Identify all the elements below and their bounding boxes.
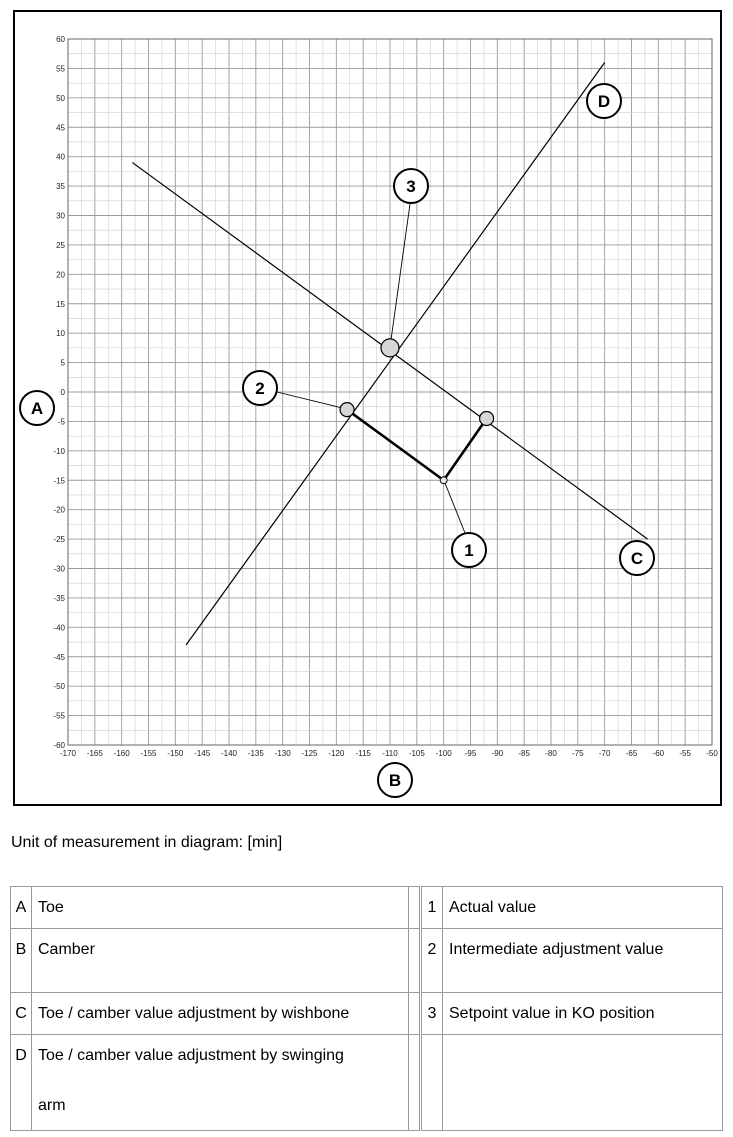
x-tick-label: -75 [572, 749, 584, 758]
adjustment-point-marker [480, 411, 494, 425]
x-tick-label: -170 [59, 749, 77, 758]
x-tick-label: -95 [464, 749, 477, 758]
y-tick-label: -20 [53, 505, 65, 515]
legend-description: Setpoint value in KO position [443, 993, 723, 1035]
camber-axis-callout-label: B [388, 771, 402, 790]
x-tick-label: -125 [301, 749, 318, 758]
y-tick-label: 60 [56, 35, 65, 44]
legend-key: B [11, 929, 32, 993]
unit-note: Unit of measurement in diagram: [min] [11, 834, 283, 851]
x-tick-label: -65 [625, 749, 638, 758]
legend-spacer [409, 929, 421, 993]
legend-key: C [11, 993, 32, 1035]
legend-row [11, 1035, 723, 1131]
y-tick-label: -30 [53, 564, 65, 574]
legend-key: 2 [421, 929, 443, 993]
callout-leader-line [391, 204, 410, 340]
x-tick-label: -135 [247, 749, 264, 758]
x-tick-label: -155 [140, 749, 157, 758]
legend-row [11, 993, 723, 1035]
x-tick-label: -140 [220, 749, 238, 758]
y-tick-label: -10 [53, 446, 65, 456]
x-tick-label: -165 [86, 749, 103, 758]
legend-description: Camber [32, 929, 409, 993]
setpoint-value-callout-label: 3 [406, 177, 416, 196]
y-tick-label: -35 [53, 593, 65, 603]
adjustment-path-line [444, 418, 487, 480]
legend-description: Toe [32, 887, 409, 929]
legend-key: A [11, 887, 32, 929]
legend-key: D [11, 1035, 32, 1131]
y-tick-label: 50 [56, 93, 65, 103]
y-tick-label: 30 [56, 211, 65, 221]
x-tick-label: -110 [382, 749, 398, 758]
y-tick-label: 40 [56, 152, 65, 162]
y-tick-label: -45 [53, 652, 65, 662]
y-tick-label: 55 [56, 64, 65, 74]
legend-description: Toe / camber value adjustment by wishbone [32, 993, 409, 1035]
legend-description: Intermediate adjustment value [443, 929, 723, 993]
y-tick-label: -15 [53, 476, 65, 486]
swinging-arm-line-callout-label: D [597, 92, 611, 111]
x-tick-label: -85 [518, 749, 530, 758]
x-tick-label: -90 [491, 749, 504, 758]
x-tick-label: -150 [167, 749, 184, 758]
y-tick-label: -40 [53, 623, 65, 633]
setpoint-value-marker [381, 339, 399, 357]
toe-camber-diagram [15, 12, 720, 804]
x-tick-label: -55 [679, 749, 691, 758]
x-tick-label: -115 [355, 749, 371, 758]
legend-table [10, 886, 723, 1131]
x-tick-label: -70 [598, 749, 611, 758]
x-tick-label: -160 [113, 749, 130, 758]
callout-leader-line [445, 482, 465, 533]
intermediate-value-callout-label: 2 [255, 379, 265, 398]
x-tick-label: -145 [194, 749, 211, 758]
callout-leader-line [277, 392, 341, 408]
x-tick-label: -130 [274, 749, 291, 758]
legend-key: 1 [421, 887, 443, 929]
actual-value-callout-label: 1 [464, 541, 474, 560]
y-tick-label: -60 [53, 741, 65, 750]
legend-description-line: arm [38, 1097, 66, 1114]
wishbone-line-callout-label: C [630, 549, 644, 568]
legend-row [11, 887, 723, 929]
y-tick-label: 35 [56, 182, 65, 192]
y-tick-label: -55 [53, 711, 65, 721]
legend-description-line: Toe / camber value adjustment by swinging [38, 1047, 344, 1064]
intermediate-value-marker [340, 403, 354, 417]
actual-value-marker [440, 477, 447, 484]
toe-axis-callout-label: A [30, 399, 44, 418]
legend-spacer [409, 1035, 421, 1131]
legend-key [421, 1035, 443, 1131]
y-tick-label: 45 [56, 123, 65, 133]
y-tick-label: -25 [53, 535, 65, 545]
y-tick-label: 25 [56, 240, 65, 250]
adjustment-path-line [347, 410, 444, 481]
legend-description [443, 1035, 723, 1131]
x-tick-label: -105 [408, 749, 425, 758]
y-tick-label: -50 [53, 682, 65, 692]
legend-description: Actual value [443, 887, 723, 929]
legend-description [32, 1035, 409, 1131]
x-tick-label: -100 [435, 749, 452, 758]
y-tick-label: 20 [56, 270, 65, 280]
x-tick-label: -50 [706, 749, 718, 758]
x-tick-label: -60 [652, 749, 665, 758]
legend-spacer [409, 887, 421, 929]
legend-row [11, 929, 723, 993]
x-tick-label: -80 [545, 749, 557, 758]
legend-spacer [409, 993, 421, 1035]
diagram-frame [13, 10, 722, 806]
legend-key: 3 [421, 993, 443, 1035]
x-tick-label: -120 [328, 749, 345, 758]
y-tick-label: 15 [56, 299, 65, 309]
y-tick-label: 5 [60, 358, 65, 368]
y-tick-label: 10 [56, 329, 65, 339]
y-tick-label: 0 [60, 388, 65, 397]
y-tick-label: -5 [57, 417, 65, 427]
